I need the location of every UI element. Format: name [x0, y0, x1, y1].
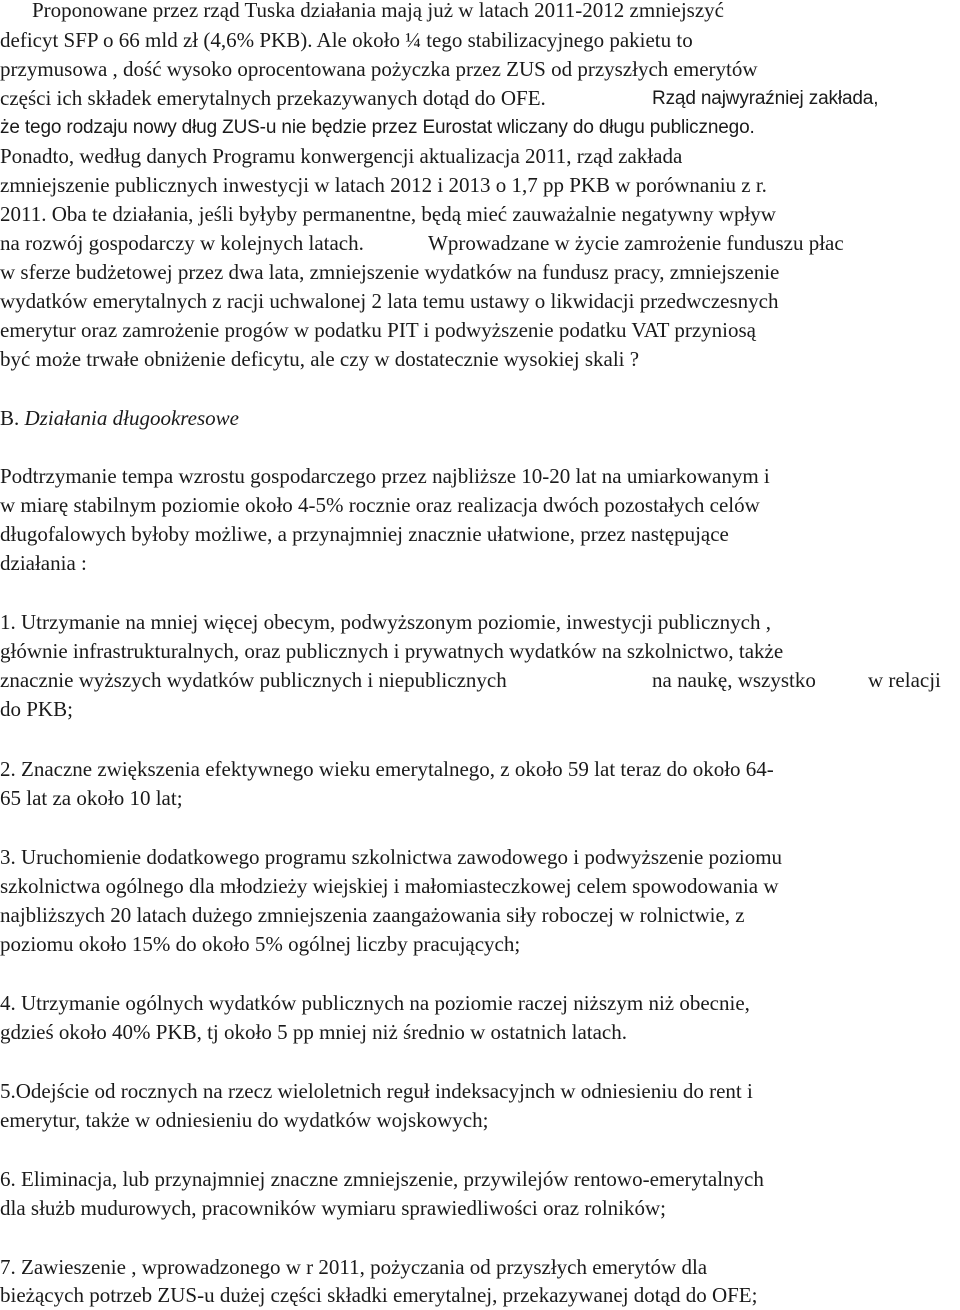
- text-line: Proponowane przez rząd Tuska działania mają już w latach 2011-2012 zmniejszyć: [32, 0, 724, 22]
- list-item-line: na naukę, wszystko: [652, 668, 816, 692]
- list-item-line: znacznie wyższych wydatków publicznych i niepublicznych: [0, 668, 507, 692]
- list-item-line: 2. Znaczne zwiększenia efektywnego wieku emerytalnego, z około 59 lat teraz do około 64-: [0, 757, 774, 781]
- list-item-line: do PKB;: [0, 697, 73, 721]
- section-letter: B.: [0, 406, 20, 430]
- text-line: w miarę stabilnym poziomie około 4-5% rocznie oraz realizacja dwóch pozostałych celów: [0, 493, 760, 517]
- list-item-line: dla służb mudurowych, pracowników wymiaru sprawiedliwości oraz rolników;: [0, 1196, 667, 1220]
- text-line: deficyt SFP o 66 mld zł (4,6% PKB). Ale około ¼ tego stabilizacyjnego pakietu to: [0, 28, 693, 52]
- text-line-sans: że tego rodzaju nowy dług ZUS-u nie będzie przez Eurostat wliczany do długu publicznego.: [0, 117, 755, 138]
- list-item-line: poziomu około 15% do około 5% ogólnej liczby pracujących;: [0, 932, 521, 956]
- list-item-line: szkolnictwa ogólnego dla młodzieży wiejskiej i małomiasteczkowej celem spowodowania w: [0, 874, 779, 898]
- list-item-line: bieżących potrzeb ZUS-u dużej części składki emerytalnej, przekazywanej dotąd do OFE;: [0, 1283, 758, 1307]
- text-line: długofalowych byłoby możliwe, a przynajmniej znacznie ułatwione, przez następujące: [0, 522, 729, 546]
- text-line: Wprowadzane w życie zamrożenie funduszu płac: [428, 231, 844, 255]
- text-line: działania :: [0, 551, 87, 575]
- text-line: w sferze budżetowej przez dwa lata, zmniejszenie wydatków na fundusz pracy, zmniejszenie: [0, 260, 780, 284]
- list-item-line: 5.Odejście od rocznych na rzecz wieloletnich reguł indeksacyjnch w odniesieniu do rent i: [0, 1079, 753, 1103]
- text-line: przymusowa , dość wysoko oprocentowana pożyczka przez ZUS od przyszłych emerytów: [0, 57, 758, 81]
- list-item-line: 65 lat za około 10 lat;: [0, 786, 183, 810]
- text-line: na rozwój gospodarczy w kolejnych latach.: [0, 231, 364, 255]
- text-line: 2011. Oba te działania, jeśli byłyby permanentne, będą mieć zauważalnie negatywny wpływ: [0, 202, 776, 226]
- list-item-line: najbliższych 20 latach dużego zmniejszenia zaangażowania siły roboczej w rolnictwie, z: [0, 903, 745, 927]
- list-item-line: 6. Eliminacja, lub przynajmniej znaczne zmniejszenie, przywilejów rentowo-emerytalnych: [0, 1167, 764, 1191]
- list-item-line: głównie infrastrukturalnych, oraz publicznych i prywatnych wydatków na szkolnictwo, także: [0, 639, 784, 663]
- list-item-line: 4. Utrzymanie ogólnych wydatków publicznych na poziomie raczej niższym niż obecnie,: [0, 991, 750, 1015]
- text-line: zmniejszenie publicznych inwestycji w latach 2012 i 2013 o 1,7 pp PKB w porównaniu z r.: [0, 173, 767, 197]
- section-title: Działania długookresowe: [24, 406, 239, 430]
- list-item-line: emerytur, także w odniesieniu do wydatków wojskowych;: [0, 1108, 489, 1132]
- list-item-line: 1. Utrzymanie na mniej więcej obecym, podwyższonym poziomie, inwestycji publicznych ,: [0, 610, 771, 634]
- text-line: Ponadto, według danych Programu konwergencji aktualizacja 2011, rząd zakłada: [0, 144, 683, 168]
- list-item-line: 3. Uruchomienie dodatkowego programu szkolnictwa zawodowego i podwyższenie poziomu: [0, 845, 783, 869]
- list-item-line: gdzieś około 40% PKB, tj około 5 pp mniej niż średnio w ostatnich latach.: [0, 1020, 627, 1044]
- text-line: wydatków emerytalnych z racji uchwalonej 2 lata temu ustawy o likwidacji przedwczesnych: [0, 289, 779, 313]
- text-line: być może trwałe obniżenie deficytu, ale czy w dostatecznie wysokiej skali ?: [0, 347, 640, 371]
- text-line: emerytur oraz zamrożenie progów w podatku PIT i podwyższenie podatku VAT przyniosą: [0, 318, 756, 342]
- list-item-line: w relacji: [868, 668, 941, 692]
- text-line: Podtrzymanie tempa wzrostu gospodarczego przez najbliższe 10-20 lat na umiarkowanym i: [0, 464, 770, 488]
- section-heading: [0, 404, 239, 433]
- list-item-line: 7. Zawieszenie , wprowadzonego w r 2011, pożyczania od przyszłych emerytów dla: [0, 1255, 708, 1279]
- text-line-sans: Rząd najwyraźniej zakłada,: [652, 88, 879, 109]
- text-line: części ich składek emerytalnych przekazywanych dotąd do OFE.: [0, 86, 546, 110]
